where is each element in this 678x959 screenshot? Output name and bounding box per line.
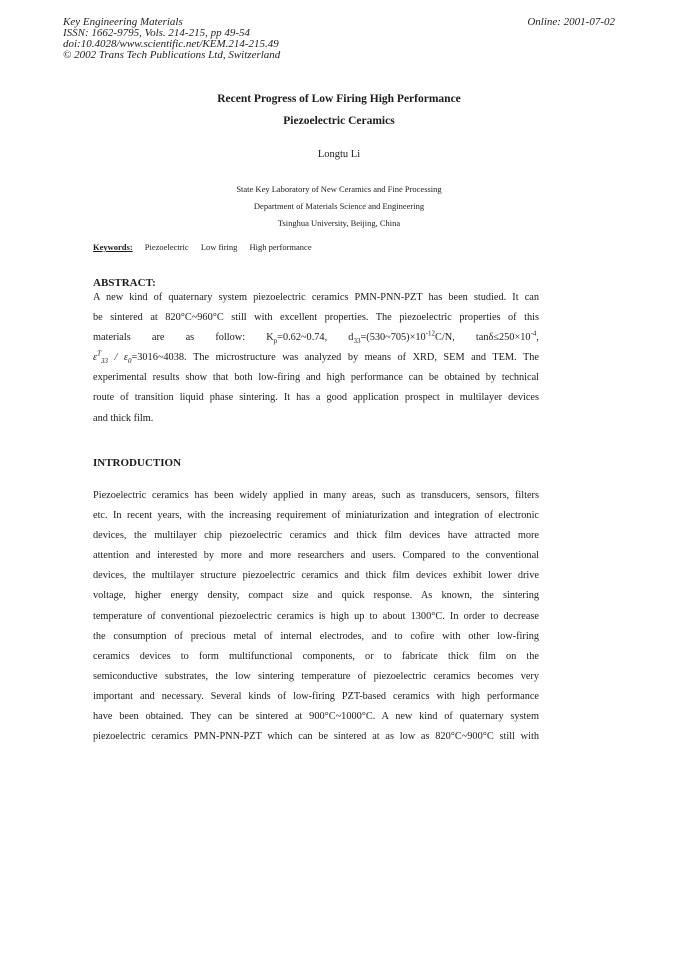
intro-line: have been obtained. They can be sintered at 900°C~1000°C. A new kind of quaternary system (93, 711, 539, 723)
abstract-line: and thick film. (93, 412, 154, 424)
intro-line: semiconductive substrates, the low sintering temperature of piezoelectric ceramics becomes very (93, 670, 539, 682)
paper-title-line-1: Recent Progress of Low Firing High Performance (217, 93, 461, 105)
intro-line: devices, the multilayer structure piezoelectric ceramics and thick film devices exhibit lower drive (93, 570, 539, 582)
abstract-line-properties: materials are as follow: $K_p=0.62\sim 0.74$, $d_{33}=(530\sim 705)\times 10^{-12}C/N$, $\tan\delta\le 250\times 10^{-4}$, (93, 329, 539, 346)
keyword: High performance (249, 242, 312, 252)
keyword: Low firing (200, 242, 238, 252)
affiliation-line: Tsinghua University, Beijing, China (277, 218, 401, 228)
doi-line: doi:10.4028/www.scientific.net/KEM.214-215.49 (63, 38, 279, 50)
abstract-body (93, 288, 539, 429)
abstract-line: experimental results show that both low-firing and high performance can be obtained by technical (93, 372, 539, 384)
copyright-line: © 2002 Trans Tech Publications Ltd, Switzerland (63, 49, 281, 61)
intro-line: attention and interested by more and more researchers and users. Compared to the conventional (93, 550, 539, 562)
intro-line: the consumption of precious metal of internal electrodes, and to cofire with other low-firing (93, 630, 539, 642)
keywords-label: Keywords: (93, 242, 133, 252)
keyword: Piezoelectric (144, 242, 189, 252)
introduction-heading: INTRODUCTION (93, 457, 182, 469)
abstract-line-permittivity: $\varepsilon^T_{33}$ / $\varepsilon_0=3016\sim 4038$. The microstructure was analyzed by means of XRD, SEM and TEM. The (93, 349, 539, 366)
abstract-line: A new kind of quaternary system piezoelectric ceramics PMN-PNN-PZT has been studied. It can (93, 292, 539, 303)
intro-line: ceramics devices to form multifunctional components, or to fabricate thick film on the (93, 650, 539, 662)
affiliation-line: Department of Materials Science and Engineering (253, 201, 425, 211)
intro-line: important and necessary. Several kinds of low-firing PZT-based ceramics with high performance (93, 690, 539, 702)
introduction-body (93, 486, 539, 747)
intro-line: voltage, higher energy density, compact size and quick response. As known, the sintering (93, 590, 539, 602)
author: Longtu Li (317, 149, 361, 160)
journal-header (63, 17, 280, 61)
journal-name: Key Engineering Materials (63, 16, 183, 28)
intro-line: etc. In recent years, with the increasing requirement of miniaturization and integration of electronic (93, 510, 539, 522)
affiliation (0, 181, 678, 232)
intro-line: temperature of conventional piezoelectric ceramics is high up to about 1300°C. In order to decrease (93, 610, 539, 622)
paper-title-line-2: Piezoelectric Ceramics (283, 115, 395, 127)
intro-line: piezoelectric ceramics PMN-PNN-PZT which can be sintered at as low as 820°C~900°C still with (93, 731, 539, 743)
affiliation-line: State Key Laboratory of New Ceramics and Fine Processing (236, 184, 442, 194)
online-date: Online: 2001-07-02 (527, 16, 615, 28)
abstract-line: be sintered at 820°C~960°C still with excellent properties. The piezoelectric properties of this (93, 312, 539, 324)
intro-line: devices, the multilayer chip piezoelectric ceramics and thick film devices have attracted more (93, 530, 539, 542)
intro-line: Piezoelectric ceramics has been widely applied in many areas, such as transducers, sensors, filters (93, 490, 539, 501)
abstract-line: route of transition liquid phase sintering. It has a good application prospect in multilayer devices (93, 392, 539, 404)
keywords (93, 242, 312, 252)
abstract-heading: ABSTRACT: (93, 277, 156, 289)
issn-line: ISSN: 1662-9795, Vols. 214-215, pp 49-54 (63, 27, 250, 39)
